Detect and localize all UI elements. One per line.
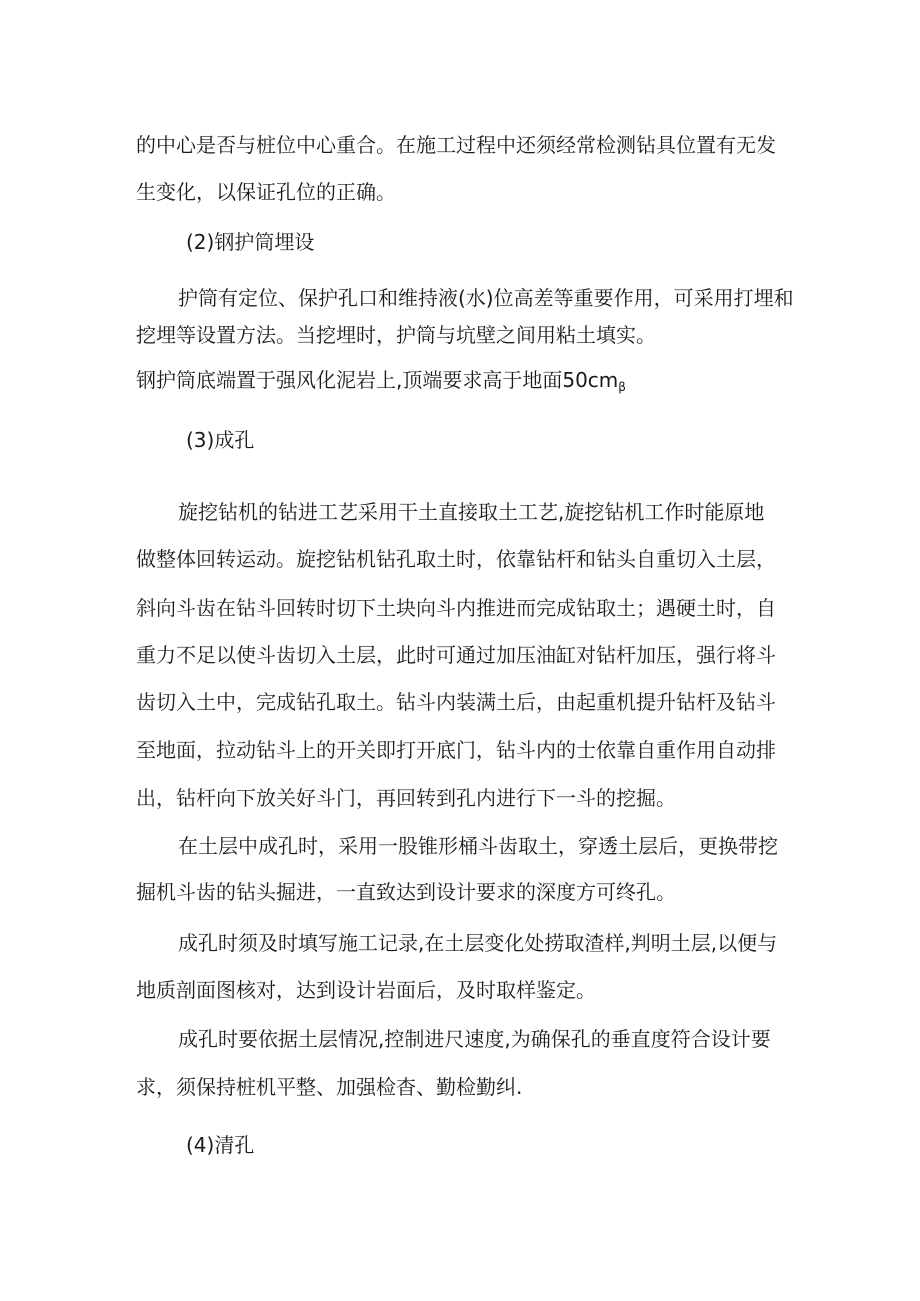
paragraph-line: 出，钻杆向下放关好斗门，再回转到孔内进行下一斗的挖掘。 — [136, 786, 676, 810]
section-heading: (3)成孔 — [186, 428, 255, 452]
paragraph-line: 地质剖面图核对，达到设计岩面后，及时取样鉴定。 — [136, 978, 596, 1002]
paragraph-line: 齿切入土中，完成钻孔取土。钻斗内装满土后，由起重机提升钻杆及钻斗 — [136, 690, 776, 714]
paragraph-line: 求，须保持桩机平整、加强检杳、勤检勤纠. — [136, 1075, 523, 1099]
paragraph-line: 做整体回转运动。旋挖钻机钻孔取土时，依靠钻杆和钻头自重切入土层， — [136, 547, 776, 571]
paragraph-line — [136, 368, 626, 399]
paragraph-line: 旋挖钻机的钻进工艺采用干土直接取土工艺,旋挖钻机工作时能原地 — [178, 500, 765, 524]
paragraph-line: 生变化，以保证孔位的正确。 — [136, 180, 396, 204]
paragraph-line: 掘机斗齿的钻头掘进，一直致达到设计要求的深度方可终孔。 — [136, 880, 676, 904]
paragraph-line: 在土层中成孔时，采用一股锥形桶斗齿取土，穿透土层后，更换带挖 — [178, 834, 778, 858]
paragraph-line: 斜向斗齿在钻斗回转时切下土块向斗内推进而完成钻取土；遇硬土时，自 — [136, 596, 776, 620]
paragraph-text: 钢护筒底端置于强风化泥岩上,顶端要求高于地面50cm — [136, 368, 619, 392]
section-heading: (4)清孔 — [186, 1133, 255, 1157]
paragraph-line: 重力不足以使斗齿切入土层，此时可通过加压油缸对钻杆加压，强行将斗 — [136, 643, 776, 667]
paragraph-line: 的中心是否与桩位中心重合。在施工过程中还须经常检测钻具位置有无发 — [136, 133, 776, 157]
section-heading: (2)钢护筒埋设 — [186, 230, 315, 254]
paragraph-line: 挖埋等设置方法。当挖埋时，护筒与坑壁之间用粘土填实。 — [136, 323, 656, 347]
subscript-mark: β — [618, 380, 626, 394]
paragraph-line: 护筒有定位、保护孔口和维持液(水)位高差等重要作用，可采用打埋和 — [178, 286, 794, 310]
paragraph-line: 成孔时要依据土层情况,控制进尺速度,为确保孔的垂直度符合设计要 — [178, 1027, 771, 1051]
paragraph-line: 至地面，拉动钻斗上的开关即打开底门，钻斗内的士依靠自重作用自动排 — [136, 738, 776, 762]
paragraph-line: 成孔时须及时填写施工记录,在土层变化处捞取渣样,判明土层,以便与 — [178, 931, 778, 955]
